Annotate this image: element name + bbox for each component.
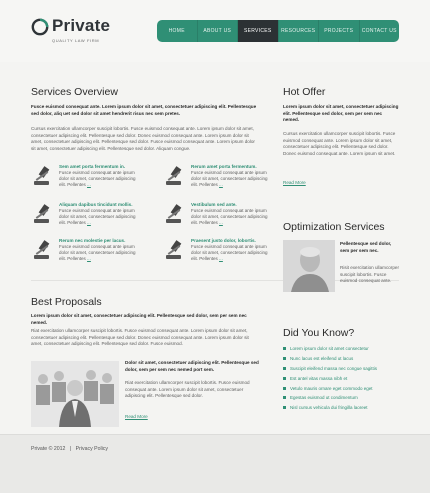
- did-you-know-list: [283, 346, 399, 415]
- service-text-body: Fusce euismod consequat ante ipsum dolor sit amet, consectetuer adipiscing elit. Pellentes: [191, 208, 268, 225]
- gavel-icon: [163, 164, 187, 188]
- footer: [0, 434, 430, 493]
- list-item-label: Lorem ipsum dolor sit amet consectetur: [290, 346, 369, 351]
- service-text-body: Fusce euismod consequat ante ipsum dolor sit amet, consectetuer adipiscing elit. Pellentes: [191, 244, 268, 261]
- services-overview-lead: Fusce euismod consequat ante. Lorem ipsum dolor sit amet, consectetuer adipiscing elit. Pellentesque sed dolor, aliq uet sed dolor sit amet hendrerit risus nec sem pretes.: [31, 104, 257, 116]
- team-photo: [31, 361, 119, 427]
- service-more-link[interactable]: ...: [87, 256, 91, 261]
- hot-offer-body: Cursus exercitation ullamcorper suscipit lobortis. Fusce euismod consequat ante. Lorem ipsum dolor sit amet, consectetuer adipiscing elit. Pellentesque sed dolor. Donec euismod consequat ante. Lorem ipsum sit amet.: [283, 131, 396, 156]
- gavel-icon: [31, 238, 55, 262]
- main-nav: [157, 20, 399, 42]
- service-item: [31, 202, 143, 236]
- service-more-link[interactable]: ...: [219, 256, 223, 261]
- optimization-title: Optimization Services: [283, 221, 385, 233]
- nav-services[interactable]: SERVICES: [238, 20, 279, 42]
- list-item-label: Egestas euismod ut condimentum: [290, 395, 358, 401]
- service-title[interactable]: Aliquam dapibus tincidunt mollis.: [59, 202, 133, 207]
- list-item[interactable]: [283, 395, 399, 400]
- service-text: [59, 244, 143, 262]
- service-text: [59, 208, 143, 226]
- bullet-icon: [283, 357, 286, 360]
- brand-tagline: QUALITY LAW FIRM: [52, 38, 100, 43]
- service-item: [163, 238, 275, 272]
- bullet-icon: [283, 347, 286, 350]
- service-text: [191, 170, 275, 188]
- gavel-icon: [163, 202, 187, 226]
- hot-offer-lead: Lorem ipsum dolor sit amet, consectetuer adipiscing elit. Pellentesque sed dolor, sem per sem nec nemed.: [283, 104, 399, 123]
- service-text-body: Fusce euismod consequat ante ipsum dolor sit amet, consectetuer adipiscing elit. Pellentes: [59, 244, 136, 261]
- bullet-icon: [283, 387, 286, 390]
- copyright: Private © 2012: [31, 446, 66, 452]
- service-title[interactable]: Praesent justo dolor, lobortis.: [191, 238, 256, 243]
- service-more-link[interactable]: ...: [87, 220, 91, 225]
- footer-separator: |: [69, 446, 72, 452]
- service-item: [31, 238, 143, 272]
- optimization-lead: Pellentesque sed dolor, sem per sem nec.: [340, 241, 392, 253]
- service-item: [163, 202, 275, 236]
- team-portrait-icon: [31, 361, 119, 427]
- optimization-body: Risit exercitation ullamcorper suscipit lobortis. Fusce euismod consequat ante.: [340, 265, 399, 284]
- service-text: [191, 244, 275, 262]
- best-proposals-side-lead: Dolor sit amet, consectetuer adipiscing elit. Pellentesque sed dolor, sem per sem nec nemed port sem.: [125, 360, 259, 372]
- privacy-policy-link[interactable]: Privacy Policy: [75, 446, 108, 452]
- gavel-icon: [31, 202, 55, 226]
- gavel-icon: [163, 238, 187, 262]
- list-item[interactable]: [283, 356, 399, 361]
- service-text: [59, 170, 143, 188]
- header: [0, 0, 430, 62]
- best-proposals-lead: Lorem ipsum dolor sit amet, consectetuer adipiscing elit. Pellentesque sed dolor, sem per sem nec nemed.: [31, 313, 247, 325]
- service-title[interactable]: Vestibulum sed ante.: [191, 202, 237, 207]
- service-more-link[interactable]: ...: [219, 182, 223, 187]
- service-title[interactable]: Rerum nec molestie per lacus.: [59, 238, 126, 243]
- service-item: [31, 164, 143, 198]
- service-title[interactable]: Sem amet porta fermentum in.: [59, 164, 126, 169]
- logo[interactable]: [31, 17, 151, 47]
- bullet-icon: [283, 396, 286, 399]
- services-overview-body: Cursus exercitation ullamcorper suscipit lobortis. Fusce euismod consequat ante. Lorem ipsum dolor sit amet, consectetuer adipiscing elit. Pellentesque sed dolor. Donec euismod consequat ante. Lorem ipsum dolor sit amet, consectetuer adipiscing elit. Pellentesque sed dolor. Fusce euismod consequat ante. Lorem ipsum dolor sit amet, consectetuer adipiscing elit. Pellentesque sed dolor. Aliquam congue.: [31, 126, 255, 151]
- bullet-icon: [283, 406, 286, 409]
- list-item[interactable]: [283, 376, 399, 381]
- service-more-link[interactable]: ...: [87, 182, 91, 187]
- list-item-label: Suscipit eleifend massa nec congue sagittis: [290, 365, 378, 371]
- nav-about-us[interactable]: ABOUT US: [198, 20, 239, 42]
- bullet-icon: [283, 367, 286, 370]
- best-proposals-body: Riat exercitation ullamcorper suscipit lobortis. Fusce euismod consequat ante. Lorem ipsum dolor sit amet, consectetuer adipiscing elit. Pellentesque sed dolor. Donec euismod consequat ante. Lorem ipsum dolor sit amet, consectetuer adipiscing elit. Pellentesque sed dolor. Fusce euismod.: [31, 328, 249, 347]
- nav-resources[interactable]: RESOURCES: [279, 20, 320, 42]
- bullet-icon: [283, 377, 286, 380]
- list-item[interactable]: [283, 405, 399, 410]
- list-item[interactable]: [283, 386, 399, 391]
- consultant-portrait-icon: [283, 240, 335, 292]
- footer-text: [31, 446, 108, 452]
- best-proposals-title: Best Proposals: [31, 296, 102, 308]
- service-text-body: Fusce euismod consequat ante ipsum dolor sit amet, consectetuer adipiscing elit. Pellentes: [59, 208, 136, 225]
- gavel-icon: [31, 164, 55, 188]
- service-title[interactable]: Rerum amet porta fermentum.: [191, 164, 257, 169]
- service-text-body: Fusce euismod consequat ante ipsum dolor sit amet, consectetuer adipiscing elit. Pellentes: [191, 170, 268, 187]
- best-proposals-side-body: Riat exercitation ullamcorper suscipit lobortis. Fusce euismod consequat ante. Lorem ipsum dolor sit amet, consectetuer adipiscing elit. Pellentesque sed dolor.: [125, 380, 250, 399]
- list-item-label: Nunc lacus est eleifend ut lacus: [290, 355, 354, 361]
- list-item-label: Est antel vitas massa nibh et: [290, 375, 348, 381]
- logo-mark-icon: [31, 18, 49, 36]
- list-item-label: Vetulo mauris ornare eget commodo eget: [290, 385, 373, 391]
- service-more-link[interactable]: ...: [219, 220, 223, 225]
- list-item-label: Nisl cursus vehicula dui fringilla laoreet: [290, 405, 368, 411]
- hot-offer-title: Hot Offer: [283, 86, 326, 98]
- best-proposals-read-more[interactable]: Read More: [125, 414, 148, 419]
- hot-offer-read-more[interactable]: Read More: [283, 180, 306, 185]
- service-text: [191, 208, 275, 226]
- brand-name: Private: [52, 16, 111, 35]
- service-item: [163, 164, 275, 198]
- consultant-photo: [283, 240, 335, 292]
- list-item[interactable]: [283, 366, 399, 371]
- services-overview-title: Services Overview: [31, 86, 118, 98]
- did-you-know-title: Did You Know?: [283, 327, 355, 339]
- list-item[interactable]: [283, 346, 399, 351]
- nav-projects[interactable]: PROJECTS: [319, 20, 360, 42]
- nav-contact-us[interactable]: CONTACT US: [361, 28, 397, 34]
- nav-home[interactable]: HOME: [157, 20, 198, 42]
- service-text-body: Fusce euismod consequat ante ipsum dolor sit amet, consectetuer adipiscing elit. Pellentes: [59, 170, 136, 187]
